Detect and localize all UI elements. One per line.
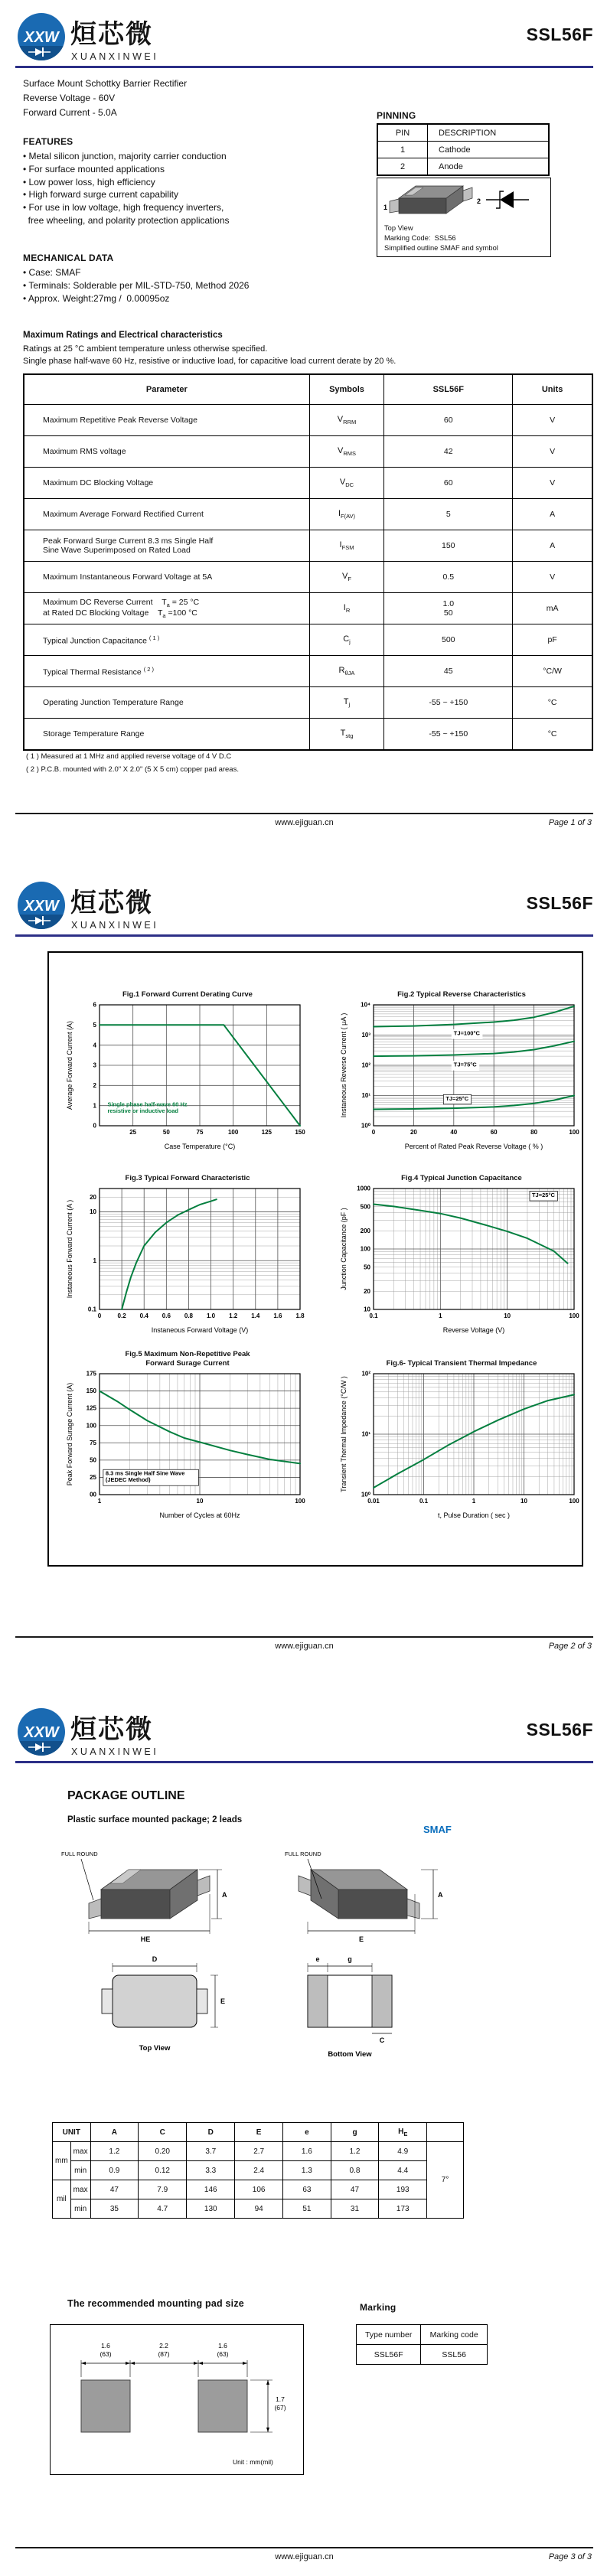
svg-text:2: 2 [93, 1081, 96, 1089]
svg-text:10³: 10³ [361, 1032, 370, 1039]
mounting-pad-drawing-box [50, 2324, 304, 2475]
ratings-symbol: $I_{F(AV)}$ [309, 499, 384, 530]
ratings-parameter: Maximum RMS voltage [24, 436, 309, 468]
dim-row-mm-max: mm max 1.2 0.20 3.7 2.7 1.6 1.2 4.9 7° [53, 2142, 464, 2161]
ratings-value: 1.0 50 [384, 593, 513, 624]
svg-text:0.8: 0.8 [184, 1312, 194, 1319]
feature-item: • High forward surge current capability [23, 189, 178, 201]
ratings-unit: A [513, 499, 592, 530]
package-name: SMAF [423, 1824, 452, 1835]
marking-code-header: Marking code [421, 2325, 488, 2345]
pad-dim-3-mil: (63) [217, 2350, 229, 2358]
ratings-parameter: Maximum Average Forward Rectified Current [24, 499, 309, 530]
svg-text:0: 0 [97, 1312, 102, 1319]
svg-text:Reverse Voltage (V): Reverse Voltage (V) [442, 1326, 505, 1334]
svg-text:10¹: 10¹ [361, 1430, 370, 1438]
svg-text:100: 100 [360, 1245, 370, 1253]
figure-5-plot [64, 1368, 311, 1521]
svg-text:10²: 10² [361, 1061, 370, 1069]
part-number-title: SSL56F [526, 24, 593, 44]
pad-dim-1-mm: 1.6 [101, 2342, 110, 2349]
ratings-unit: V [513, 436, 592, 468]
figure-2 [338, 980, 585, 1152]
footnote-line: ( 2 ) P.C.B. mounted with 2.0" X 2.0" (5 X 5 cm) copper pad areas. [26, 765, 239, 774]
svg-text:10²: 10² [361, 1370, 370, 1378]
summary-line: Surface Mount Schottky Barrier Rectifier [23, 78, 188, 89]
figure-1 [64, 980, 311, 1152]
svg-text:Single phase half-wave 60 Hz: Single phase half-wave 60 Hz [107, 1101, 188, 1108]
svg-text:10¹: 10¹ [361, 1092, 370, 1100]
ratings-row [24, 593, 592, 624]
page-footer [15, 2547, 593, 2570]
mounting-pad-drawing [51, 2325, 302, 2473]
brand-name-en: XUANXINWEI [71, 920, 159, 931]
ratings-unit: pF [513, 624, 592, 656]
ratings-symbol: $C_j$ [309, 624, 384, 656]
svg-text:1: 1 [472, 1498, 476, 1505]
pin2-label: 2 [477, 197, 481, 205]
svg-text:20: 20 [364, 1287, 370, 1295]
mechanical-item: • Case: SMAF [23, 267, 81, 278]
ratings-value: 45 [384, 656, 513, 687]
svg-text:0.1: 0.1 [419, 1498, 429, 1505]
dim-A-label: A [438, 1891, 443, 1899]
svg-text:175: 175 [86, 1370, 96, 1378]
svg-text:1.8: 1.8 [295, 1312, 305, 1319]
feature-item: • For use in low voltage, high frequency inverters, [23, 202, 224, 214]
svg-text:500: 500 [360, 1203, 370, 1211]
svg-text:150: 150 [295, 1129, 305, 1136]
ratings-parameter: Maximum DC Blocking Voltage [24, 468, 309, 499]
package-top-view [102, 1955, 225, 2053]
page-footer [15, 1636, 593, 1659]
svg-text:100: 100 [295, 1498, 305, 1505]
ratings-symbol: $I_R$ [309, 593, 384, 624]
bottom-view-caption: Bottom View [328, 2050, 372, 2059]
svg-text:Transient Thermal Impedance (: Transient Thermal Impedance (°C/W ) [340, 1376, 348, 1492]
part-number-title: SSL56F [526, 893, 593, 913]
svg-text:4: 4 [93, 1042, 96, 1049]
svg-text:10: 10 [90, 1208, 96, 1216]
page-footer [15, 813, 593, 836]
ratings-value: 0.5 [384, 562, 513, 593]
dim-col-HE: $H_E$ [379, 2123, 427, 2142]
svg-text:100: 100 [569, 1498, 579, 1505]
unit-mm: mm [53, 2142, 71, 2180]
svg-text:25: 25 [129, 1129, 137, 1136]
full-round-label: FULL ROUND [61, 1850, 98, 1857]
svg-text:0.2: 0.2 [117, 1312, 126, 1319]
ratings-row [24, 468, 592, 499]
company-logo [15, 875, 214, 934]
ratings-note-2: Single phase half-wave 60 Hz, resistive or inductive load, for capacitive load current derate by 20 %. [23, 357, 397, 366]
ratings-row [24, 656, 592, 687]
footer-website: www.ejiguan.cn [275, 2552, 334, 2561]
col-value: SSL56F [384, 374, 513, 405]
ratings-unit: A [513, 530, 592, 562]
ratings-symbol: $V_F$ [309, 562, 384, 593]
svg-text:10: 10 [196, 1498, 204, 1505]
svg-text:50: 50 [90, 1456, 96, 1464]
figure-3 [64, 1164, 311, 1335]
package-outline-drawing [55, 1845, 468, 2075]
pinning-heading: PINNING [377, 110, 416, 121]
svg-text:1: 1 [97, 1498, 102, 1505]
summary-line: Forward Current - 5.0A [23, 107, 117, 118]
dim-col-angle [427, 2123, 464, 2142]
ratings-value: 150 [384, 530, 513, 562]
summary-line: Reverse Voltage - 60V [23, 93, 116, 103]
svg-text:0.4: 0.4 [139, 1312, 148, 1319]
mechanical-item: • Approx. Weight:27mg / 0.00095oz [23, 292, 170, 304]
figure-3-title: Fig.3 Typical Forward Characteristic [125, 1173, 250, 1182]
svg-text:125: 125 [86, 1404, 96, 1412]
ratings-parameter: Operating Junction Temperature Range [24, 687, 309, 719]
svg-text:1: 1 [93, 1257, 96, 1264]
ratings-row [24, 405, 592, 436]
dim-angle-value: 7° [427, 2142, 464, 2219]
svg-text:Instaneous Forward Voltage (V): Instaneous Forward Voltage (V) [151, 1326, 249, 1334]
dim-HE-label: HE [140, 1935, 151, 1943]
pinning-row [377, 158, 549, 176]
svg-text:00: 00 [90, 1491, 96, 1498]
header-rule [15, 934, 593, 937]
package-outline-title: PACKAGE OUTLINE [67, 1789, 185, 1802]
svg-text:10: 10 [504, 1312, 511, 1319]
ratings-title: Maximum Ratings and Electrical characteristics [23, 331, 223, 340]
feature-item: • For surface mounted applications [23, 163, 165, 174]
figure-3-plot [64, 1182, 311, 1335]
svg-text:Instaneous Forward Current (A: Instaneous Forward Current (A ) [66, 1199, 73, 1299]
outline-caption [377, 223, 550, 254]
svg-text:75: 75 [196, 1129, 204, 1136]
svg-text:6: 6 [93, 1001, 96, 1009]
mounting-pad-title: The recommended mounting pad size [67, 2298, 244, 2309]
svg-text:60: 60 [490, 1129, 498, 1136]
ratings-row [24, 687, 592, 719]
svg-text:1000: 1000 [357, 1185, 370, 1192]
marking-code-value: SSL56 [421, 2345, 488, 2365]
dim-col-E: E [235, 2123, 283, 2142]
feature-item: free wheeling, and polarity protection applications [23, 214, 230, 226]
pin-number: 2 [377, 158, 428, 176]
svg-text:3: 3 [93, 1061, 96, 1069]
pin1-label: 1 [383, 204, 388, 211]
footer-page-number: Page 1 of 3 [548, 818, 592, 827]
dim-col-e: e [283, 2123, 331, 2142]
svg-text:20: 20 [90, 1193, 96, 1201]
figures-frame [47, 951, 583, 1567]
top-view-caption: Top View [139, 2044, 171, 2053]
pin-description: Cathode [428, 142, 550, 158]
dim-col-A: A [90, 2123, 139, 2142]
svg-text:10⁴: 10⁴ [361, 1001, 370, 1009]
ratings-parameter: Maximum Instantaneous Forward Voltage at 5A [24, 562, 309, 593]
svg-text:25: 25 [90, 1474, 96, 1482]
ratings-note-1: Ratings at 25 °C ambient temperature unless otherwise specified. [23, 344, 268, 354]
dimensions-table [52, 2122, 464, 2219]
pad-unit-note: Unit : mm(mil) [233, 2458, 273, 2466]
mechanical-heading: MECHANICAL DATA [23, 253, 114, 263]
svg-text:100: 100 [86, 1422, 96, 1430]
package-outline-box [377, 178, 551, 257]
svg-text:Percent of Rated Peak Reverse: Percent of Rated Peak Reverse Voltage ( % ) [404, 1143, 543, 1150]
type-number-value: SSL56F [357, 2345, 421, 2365]
ratings-row [24, 499, 592, 530]
brand-name-en: XUANXINWEI [71, 1746, 159, 1757]
outline-caption-line: Marking Code: SSL56 [384, 234, 456, 243]
features-list [23, 150, 230, 227]
brand-name-cn: 烜芯微 [70, 1715, 153, 1744]
logo-monogram: XXW [24, 898, 59, 915]
svg-text:0: 0 [371, 1129, 376, 1136]
svg-text:0.01: 0.01 [367, 1498, 380, 1505]
footer-page-number: Page 2 of 3 [548, 1642, 592, 1651]
svg-text:100: 100 [569, 1129, 579, 1136]
footer-page-number: Page 3 of 3 [548, 2552, 592, 2561]
dim-row-mil-max: mil max 47 7.9 146 106 63 47 193 [53, 2180, 464, 2199]
svg-text:1.6: 1.6 [273, 1312, 282, 1319]
figure-6-plot [338, 1368, 585, 1521]
svg-text:Junction Capacitance (pF ): Junction Capacitance (pF ) [340, 1208, 348, 1290]
svg-text:50: 50 [364, 1264, 370, 1271]
marking-table [356, 2324, 488, 2365]
pinning-table [377, 123, 550, 176]
svg-text:50: 50 [162, 1129, 170, 1136]
svg-text:1: 1 [439, 1312, 442, 1319]
svg-text:20: 20 [410, 1129, 417, 1136]
ratings-footnotes [26, 750, 239, 776]
ratings-table [23, 373, 593, 751]
svg-text:TJ=25°C: TJ=25°C [531, 1192, 555, 1199]
dim-g-label: g [348, 1955, 352, 1963]
svg-text:t, Pulse Duration ( sec ): t, Pulse Duration ( sec ) [437, 1511, 511, 1519]
ratings-unit: °C [513, 719, 592, 751]
logo-monogram: XXW [24, 1724, 59, 1741]
footer-website: www.ejiguan.cn [275, 1642, 334, 1651]
datasheet-page-2 [0, 869, 607, 1695]
svg-text:150: 150 [86, 1387, 96, 1395]
dimensions-header-row [53, 2123, 464, 2142]
ratings-symbol: $T_j$ [309, 687, 384, 719]
figure-1-title: Fig.1 Forward Current Derating Curve [122, 990, 253, 999]
logo-monogram: XXW [24, 29, 59, 46]
footer-website: www.ejiguan.cn [275, 818, 334, 827]
ratings-symbol: $I_{FSM}$ [309, 530, 384, 562]
ratings-row [24, 530, 592, 562]
svg-text:0.6: 0.6 [162, 1312, 171, 1319]
marking-header-row [357, 2325, 488, 2345]
figure-4-plot [338, 1182, 585, 1335]
figure-4-title: Fig.4 Typical Junction Capacitance [401, 1173, 522, 1182]
figure-6-title: Fig.6- Typical Transient Thermal Impedance [386, 1358, 537, 1368]
ratings-value: 500 [384, 624, 513, 656]
svg-text:Case Temperature (°C): Case Temperature (°C) [164, 1143, 236, 1150]
brand-name-cn: 烜芯微 [70, 889, 153, 918]
ratings-parameter: Maximum DC Reverse Current $T_a = 25$ °C at Rated DC Blocking Voltage $T_a =100$ °C [24, 593, 309, 624]
ratings-row [24, 436, 592, 468]
package-outline-subtitle: Plastic surface mounted package; 2 leads [67, 1815, 243, 1824]
pad-dim-3-mm: 1.6 [218, 2342, 227, 2349]
pinning-row [377, 142, 549, 158]
svg-text:TJ=25°C: TJ=25°C [445, 1094, 469, 1102]
mechanical-item: • Terminals: Solderable per MIL-STD-750, Method 2026 [23, 279, 250, 291]
svg-text:Number of Cycles at 60Hz: Number of Cycles at 60Hz [159, 1511, 240, 1519]
svg-text:resistive or inductive load: resistive or inductive load [107, 1107, 179, 1115]
package-bottom-view [308, 1955, 392, 2059]
product-summary [23, 77, 187, 120]
ratings-row [24, 624, 592, 656]
ratings-unit: °C [513, 687, 592, 719]
ratings-value: 60 [384, 405, 513, 436]
header-rule [15, 1761, 593, 1763]
ratings-value: -55 ~ +150 [384, 687, 513, 719]
svg-text:10: 10 [364, 1306, 370, 1313]
ratings-unit: V [513, 468, 592, 499]
ratings-parameter: Peak Forward Surge Current 8.3 ms Single Half Sine Wave Superimposed on Rated Load [24, 530, 309, 562]
svg-text:100: 100 [569, 1312, 579, 1319]
figure-1-plot [64, 999, 311, 1152]
svg-text:100: 100 [227, 1129, 239, 1136]
ratings-header-row [24, 374, 592, 405]
header-rule [15, 66, 593, 68]
ratings-parameter: Typical Thermal Resistance $^{( 2 )}$ [24, 656, 309, 687]
pad-dim-1-mil: (63) [100, 2350, 112, 2358]
full-round-label: FULL ROUND [285, 1850, 321, 1857]
dim-col-C: C [139, 2123, 187, 2142]
svg-text:125: 125 [261, 1129, 272, 1136]
outline-caption-line: Top View [384, 224, 413, 232]
svg-text:(JEDEC Method): (JEDEC Method) [105, 1476, 151, 1484]
pin-col-header: PIN [377, 124, 428, 142]
footnote-line: ( 1 ) Measured at 1 MHz and applied reverse voltage of 4 V D.C [26, 752, 232, 761]
figure-5 [64, 1349, 311, 1521]
svg-text:75: 75 [90, 1439, 96, 1446]
ratings-value: 42 [384, 436, 513, 468]
svg-text:10⁰: 10⁰ [361, 1491, 370, 1498]
ratings-symbol: $V_{RRM}$ [309, 405, 384, 436]
svg-text:5: 5 [93, 1021, 96, 1029]
svg-text:10: 10 [521, 1498, 527, 1505]
svg-text:0.1: 0.1 [369, 1312, 378, 1319]
svg-text:Peak Forward Surage Current (A: Peak Forward Surage Current (A) [66, 1382, 73, 1486]
dim-e-label: e [315, 1955, 320, 1963]
figure-2-plot [338, 999, 585, 1152]
col-units: Units [513, 374, 592, 405]
mechanical-list [23, 266, 249, 305]
feature-item: • Low power loss, high efficiency [23, 176, 155, 187]
outline-caption-line: Simplified outline SMAF and symbol [384, 244, 498, 253]
marking-value-row [357, 2345, 488, 2365]
dim-A-label: A [222, 1891, 227, 1899]
svg-text:1: 1 [93, 1102, 96, 1110]
unit-header: UNIT [53, 2123, 91, 2142]
type-number-header: Type number [357, 2325, 421, 2345]
ratings-parameter: Maximum Repetitive Peak Reverse Voltage [24, 405, 309, 436]
svg-text:40: 40 [450, 1129, 458, 1136]
ratings-parameter: Typical Junction Capacitance $^{( 1 )}$ [24, 624, 309, 656]
svg-text:8.3 ms Single Half Sine Wave: 8.3 ms Single Half Sine Wave [105, 1469, 185, 1477]
ratings-unit: V [513, 562, 592, 593]
description-col-header: DESCRIPTION [428, 124, 550, 142]
package-iso-view-front [61, 1850, 227, 1943]
datasheet-page-3 [0, 1695, 607, 2576]
package-iso-view-back [299, 1870, 419, 1919]
pad-dim-2-mm: 2.2 [159, 2342, 168, 2349]
ratings-parameter: Storage Temperature Range [24, 719, 309, 751]
ratings-symbol: $V_{DC}$ [309, 468, 384, 499]
ratings-row [24, 719, 592, 751]
company-logo [15, 1701, 214, 1761]
package-top-view-drawing [377, 178, 547, 220]
svg-text:1.2: 1.2 [229, 1312, 238, 1319]
svg-text:1.4: 1.4 [251, 1312, 260, 1319]
dim-row-mil-min: min 35 4.7 130 94 51 31 173 [53, 2199, 464, 2219]
brand-name-cn: 烜芯微 [70, 20, 153, 49]
ratings-unit: °C/W [513, 656, 592, 687]
ratings-unit: V [513, 405, 592, 436]
ratings-value: 5 [384, 499, 513, 530]
ratings-symbol: $V_{RMS}$ [309, 436, 384, 468]
schottky-diode-symbol-icon [486, 191, 529, 208]
ratings-value: -55 ~ +150 [384, 719, 513, 751]
svg-text:Instaneous Reverse Current ( μ: Instaneous Reverse Current ( μA ) [340, 1012, 348, 1118]
col-parameter: Parameter [24, 374, 309, 405]
pin-description: Anode [428, 158, 550, 176]
svg-text:1.0: 1.0 [206, 1312, 216, 1319]
datasheet-page-1 [0, 0, 607, 869]
ratings-value: 60 [384, 468, 513, 499]
ratings-row [24, 562, 592, 593]
svg-text:0: 0 [93, 1122, 96, 1130]
pin-number: 1 [377, 142, 428, 158]
svg-text:TJ=75°C: TJ=75°C [453, 1061, 477, 1068]
ratings-symbol: $R_{\theta JA}$ [309, 656, 384, 687]
dim-E-label: E [220, 1997, 226, 2005]
pad-dim-right-mm: 1.7 [276, 2395, 285, 2403]
dim-E-label: E [358, 1935, 364, 1943]
unit-mil: mil [53, 2180, 71, 2219]
marking-title: Marking [360, 2302, 397, 2313]
feature-item: • Metal silicon junction, majority carrier conduction [23, 151, 227, 161]
ratings-symbol: $T_{stg}$ [309, 719, 384, 751]
company-logo [15, 6, 214, 66]
ratings-unit: mA [513, 593, 592, 624]
dim-col-g: g [331, 2123, 379, 2142]
svg-text:Average Forward Current (A): Average Forward Current (A) [66, 1021, 73, 1110]
figure-2-title: Fig.2 Typical Reverse Characteristics [397, 990, 526, 999]
pad-dim-right-mil: (67) [274, 2404, 286, 2411]
svg-text:0.1: 0.1 [87, 1306, 96, 1313]
figure-6 [338, 1349, 585, 1521]
dim-C-label: C [379, 2036, 385, 2044]
features-heading: FEATURES [23, 136, 73, 147]
dim-row-mm-min: min 0.9 0.12 3.3 2.4 1.3 0.8 4.4 [53, 2161, 464, 2180]
figure-5-title: Fig.5 Maximum Non-Repetitive Peak Forward Surage Current [125, 1350, 250, 1368]
svg-text:TJ=100°C: TJ=100°C [453, 1029, 480, 1037]
svg-text:200: 200 [360, 1227, 370, 1234]
brand-name-en: XUANXINWEI [71, 51, 159, 62]
figure-4 [338, 1164, 585, 1335]
pad-dim-2-mil: (87) [158, 2350, 170, 2358]
svg-text:10⁰: 10⁰ [361, 1122, 370, 1130]
dim-col-D: D [187, 2123, 235, 2142]
part-number-title: SSL56F [526, 1720, 593, 1740]
col-symbols: Symbols [309, 374, 384, 405]
dim-D-label: D [152, 1955, 158, 1963]
svg-text:80: 80 [530, 1129, 538, 1136]
